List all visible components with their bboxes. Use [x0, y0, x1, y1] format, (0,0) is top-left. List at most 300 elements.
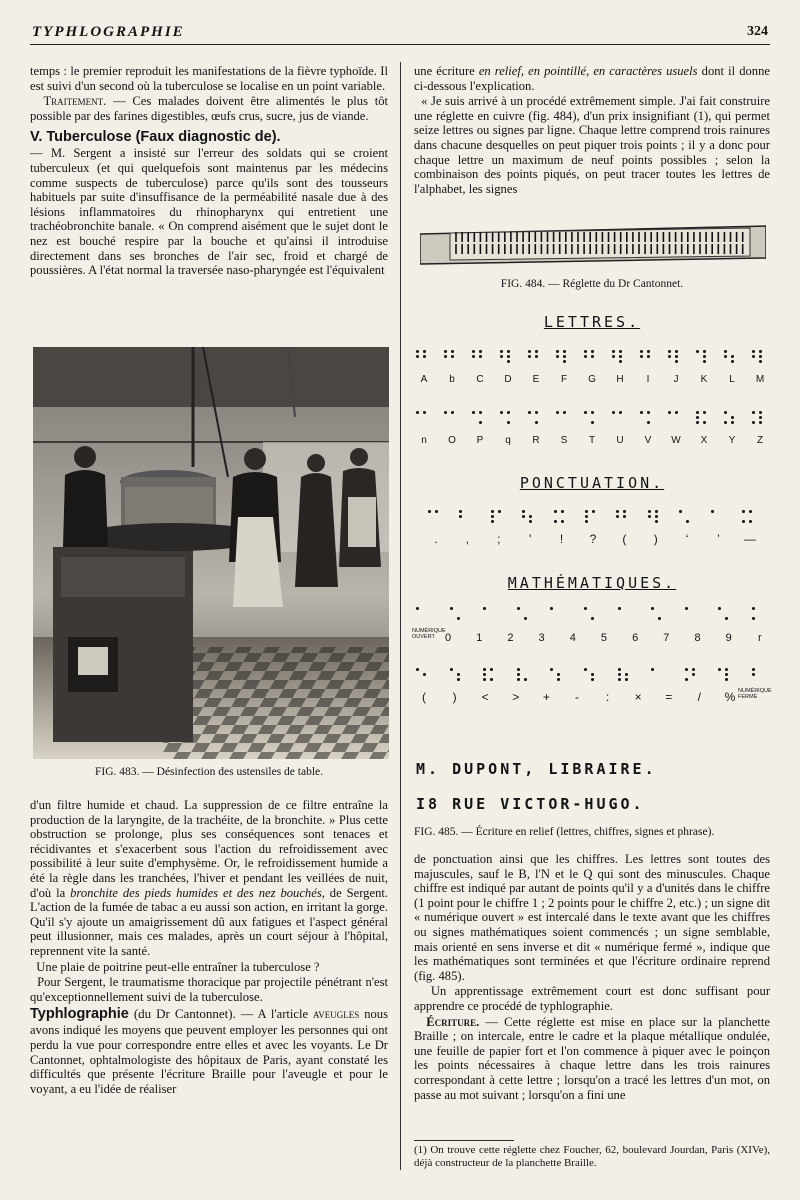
braille-dot	[718, 607, 721, 610]
braille-dot	[616, 510, 619, 513]
paragraph	[30, 975, 388, 1004]
braille-dot	[554, 520, 557, 523]
glyph-label: 0	[444, 632, 452, 644]
paragraph: — M. Sergent a insisté sur l'erreur des soldats qui se croient tuberculeux (et qui quelquefois sont maintenus par les médecins comme suspects de tuberculose) parce qu'ils sont des tousseurs habituels par suite d'insuffisance de la perméabilité nasale due à des lésions inflammatoires du rhinopharynx qui entretient une trachéobronchite banale. « On comprend aisément que le sujet dont le nez est bouché respire par la bouche et qu'ainsi il introduise directement dans ses bronches de l'air sec, froid et chargé de poussières. A l'état normal la traversée naso-pharyngée est l'équivalent	[30, 146, 388, 278]
paragraph-text: une écriture	[414, 64, 479, 78]
braille-dot	[703, 411, 706, 414]
braille-dot	[507, 355, 510, 358]
braille-dot	[517, 678, 520, 681]
braille-dot	[619, 355, 622, 358]
braille-dot	[648, 510, 651, 513]
braille-cell	[472, 411, 488, 425]
braille-dot	[692, 668, 695, 671]
braille-dot	[451, 355, 454, 358]
braille-cell	[685, 668, 701, 682]
braille-dot	[612, 411, 615, 414]
section-heading: V. Tuberculose (Faux diagnostic de).	[30, 129, 281, 146]
braille-dot	[759, 350, 762, 353]
braille-dot	[550, 607, 553, 610]
glyph-label: 3	[538, 632, 545, 644]
braille-dot	[640, 355, 643, 358]
braille-cell	[752, 607, 768, 621]
glyph-label: T	[588, 435, 596, 446]
letter-labels-1	[416, 374, 768, 385]
braille-dot	[612, 350, 615, 353]
braille-dot	[491, 510, 494, 513]
glyph-label: +	[542, 690, 550, 704]
braille-dot	[585, 520, 588, 523]
glyph-label: 7	[663, 632, 670, 644]
braille-dot	[703, 360, 706, 363]
braille-dot	[725, 617, 728, 620]
braille-dot	[675, 350, 678, 353]
glyph-label: ’	[717, 532, 720, 546]
braille-dot	[416, 668, 419, 671]
braille-cell	[416, 668, 432, 682]
glyph-label: V	[644, 435, 652, 446]
braille-dot	[679, 510, 682, 513]
glyph-label: Z	[756, 435, 764, 446]
glyph-label: !	[559, 532, 564, 546]
glyph-label: ?	[589, 532, 597, 546]
braille-dot	[759, 355, 762, 358]
braille-dot	[703, 355, 706, 358]
glyph-label: )	[653, 532, 658, 546]
braille-cell	[724, 411, 740, 425]
glyph-label: r	[758, 632, 762, 644]
braille-cell	[416, 350, 432, 364]
braille-dot	[647, 421, 650, 424]
braille-dot	[524, 617, 527, 620]
glyph-label: —	[743, 532, 756, 546]
braille-dot	[490, 678, 493, 681]
braille-cell	[668, 411, 684, 425]
braille-dot	[752, 673, 755, 676]
braille-cell	[550, 607, 566, 621]
braille-dot	[696, 411, 699, 414]
braille-dot	[507, 360, 510, 363]
braille-cell	[483, 668, 499, 682]
glyph-label: H	[616, 374, 624, 385]
figure-483-caption: FIG. 483. — Désinfection des ustensiles de table.	[94, 766, 324, 778]
braille-dot	[668, 350, 671, 353]
glyph-label: /	[697, 690, 702, 704]
glyph-label: G	[588, 374, 596, 385]
braille-dot	[718, 668, 721, 671]
braille-dot	[585, 515, 588, 518]
glyph-label: ,	[465, 532, 470, 546]
braille-dot	[591, 673, 594, 676]
braille-cell	[648, 510, 664, 524]
braille-cell	[585, 510, 601, 524]
paragraph	[30, 798, 388, 959]
braille-dot	[561, 510, 564, 513]
glyph-label: L	[729, 374, 735, 385]
braille-dot	[457, 673, 460, 676]
braille-dot	[535, 350, 538, 353]
braille-cell	[554, 510, 570, 524]
braille-cell	[718, 607, 734, 621]
braille-cell	[500, 350, 516, 364]
run-in-label: Traitement.	[43, 94, 107, 109]
glyph-label: J	[673, 374, 679, 385]
braille-dot	[472, 350, 475, 353]
braille-dot	[563, 411, 566, 414]
figure-485-caption: FIG. 485. — Écriture en relief (lettres, chiffres, signes et phrase).	[414, 826, 715, 838]
braille-cell	[584, 607, 600, 621]
letter-labels-2	[416, 435, 768, 446]
braille-dot	[507, 421, 510, 424]
braille-cell	[584, 411, 600, 425]
right-column-bottom	[414, 852, 770, 1103]
braille-dot	[591, 421, 594, 424]
braille-dot	[535, 355, 538, 358]
braille-dot	[472, 411, 475, 414]
braille-dot	[556, 355, 559, 358]
footnote: (1) On trouve cette réglette chez Foucher, 62, boulevard Jourdan, Paris (XIVe), déjà constructeur de la planchette Braille.	[414, 1144, 770, 1169]
braille-dot	[685, 607, 688, 610]
left-column-top	[30, 64, 388, 279]
braille-dot	[584, 411, 587, 414]
braille-dot	[675, 411, 678, 414]
braille-cell	[528, 411, 544, 425]
braille-dot	[685, 678, 688, 681]
running-header	[30, 10, 770, 45]
paragraph-text: d'un filtre humide et chaud. La suppression de ce filtre entraîne la production de la laryngite, de la trachéite, de la bronchite. » Plus cette obstruction se prolonge, plus ses conséquences sont tenaces et récidivantes et s'exacerbent sous l'action du refroidissement avec possibilité à leur suite d'emphysème. Or, le refroidissement humide a été la règle dans les tranchées, l'hiver et pendant les veillées de nuit, d'où la	[30, 798, 388, 900]
braille-cell	[612, 411, 628, 425]
braille-dot	[584, 668, 587, 671]
braille-dot	[483, 678, 486, 681]
glyph-label: n	[421, 435, 427, 446]
braille-dot	[752, 668, 755, 671]
braille-dot	[498, 510, 501, 513]
glyph-label: 8	[694, 632, 701, 644]
braille-dot	[416, 350, 419, 353]
italic-phrase: en relief, en pointillé, en caractères usuels	[478, 64, 698, 78]
braille-dot	[584, 355, 587, 358]
braille-dot	[618, 678, 621, 681]
braille-dot	[625, 678, 628, 681]
braille-dot	[459, 515, 462, 518]
braille-dot	[619, 411, 622, 414]
braille-cell	[752, 350, 768, 364]
braille-row-digits	[416, 607, 768, 621]
glyph-label: A	[420, 374, 428, 385]
braille-dot	[591, 350, 594, 353]
paragraph	[30, 94, 388, 123]
braille-dot	[703, 421, 706, 424]
braille-dot	[618, 668, 621, 671]
braille-dot	[450, 668, 453, 671]
numeric-close-label: NUMÉRIQUE FERMÉ	[738, 688, 772, 700]
braille-cell	[472, 350, 488, 364]
braille-cell	[618, 607, 634, 621]
braille-dot	[725, 673, 728, 676]
paragraph	[414, 94, 770, 196]
braille-dot	[724, 350, 727, 353]
braille-dot	[479, 411, 482, 414]
braille-dot	[731, 355, 734, 358]
braille-dot	[490, 668, 493, 671]
numeric-open-label: NUMÉRIQUE OUVERT	[412, 628, 446, 640]
braille-row-math-signs	[416, 668, 768, 682]
glyph-label: q	[505, 435, 511, 446]
braille-dot	[522, 515, 525, 518]
braille-dot	[457, 617, 460, 620]
run-in-label: Écriture.	[426, 1014, 480, 1029]
punctuation-title: PONCTUATION.	[519, 474, 665, 492]
braille-dot	[696, 416, 699, 419]
braille-cell	[679, 510, 695, 524]
braille-dot	[742, 520, 745, 523]
braille-cell	[450, 668, 466, 682]
braille-dot	[725, 668, 728, 671]
braille-dot	[529, 515, 532, 518]
braille-cell	[517, 607, 533, 621]
braille-dot	[618, 673, 621, 676]
braille-cell	[618, 668, 634, 682]
braille-cell	[522, 510, 538, 524]
braille-dot	[517, 673, 520, 676]
section-heading	[30, 1006, 236, 1022]
glyph-label: 9	[725, 632, 732, 644]
braille-dot	[550, 668, 553, 671]
glyph-label: U	[616, 435, 624, 446]
braille-dot	[457, 678, 460, 681]
braille-dot	[759, 421, 762, 424]
glyph-label: E	[532, 374, 540, 385]
braille-cell	[550, 668, 566, 682]
braille-cell	[724, 350, 740, 364]
braille-dot	[507, 350, 510, 353]
letters-title: LETTRES.	[543, 313, 641, 331]
paragraph-text: nous avons indiqué les moyens que peuvent employer les personnes qui ont perdu la vue pour correspondre entre elles et avec les voyants. Le Dr Cantonnet, ophtalmologiste des hôpitaux de Paris, ayant constaté les difficultés que présente l'écriture Braille pour l'aveugle et pour le voyant, a eu l'idée de réaliser	[30, 1007, 388, 1096]
braille-dot	[563, 350, 566, 353]
glyph-label: b	[449, 374, 455, 385]
braille-dot	[752, 350, 755, 353]
braille-dot	[444, 350, 447, 353]
heading-term: Typhlographie	[30, 1006, 129, 1023]
braille-dot	[752, 421, 755, 424]
glyph-label: <	[481, 690, 489, 704]
braille-dot	[618, 607, 621, 610]
braille-dot	[500, 355, 503, 358]
glyph-label: O	[448, 435, 456, 446]
punctuation-labels	[428, 532, 758, 546]
braille-dot	[507, 411, 510, 414]
braille-dot	[584, 607, 587, 610]
braille-dot	[451, 350, 454, 353]
braille-cell	[444, 350, 460, 364]
heading-author: (du Dr Cantonnet).	[128, 1006, 236, 1022]
braille-cell	[718, 668, 734, 682]
paragraph-text: dont il donne ci-dessous l'explication.	[414, 64, 770, 93]
braille-dot	[703, 350, 706, 353]
braille-dot	[640, 350, 643, 353]
braille-cell	[651, 668, 667, 682]
braille-dot	[742, 510, 745, 513]
braille-dot	[651, 607, 654, 610]
glyph-label: -	[574, 690, 579, 704]
mathematics-title: MATHÉMATIQUES.	[507, 574, 677, 592]
braille-dot	[647, 350, 650, 353]
glyph-label: 2	[507, 632, 514, 644]
braille-dot	[500, 411, 503, 414]
braille-dot	[479, 421, 482, 424]
paragraph: de ponctuation ainsi que les chiffres. Les lettres sont toutes des majuscules, sauf le B, l'N et le Q qui sont des minuscules. Chaque chiffre est indiqué par autant de points qu'il y a d'unités dans le chiffre (1 point pour le chiffre 1 ; 2 points pour le chiffre 2, etc.) ; un signe dit « numérique ouvert » est intercalé dans le texte avant que les chiffres ou signes mathématiques soient commencés ; un signe semblable, mais orienté en sens inverse et dit « numérique fermé », indique que les mathématiques sont terminées et que l'écriture ordinaire reprend (fig. 485).	[414, 852, 770, 983]
braille-cell	[556, 350, 572, 364]
braille-dot	[692, 673, 695, 676]
paragraph: temps : le premier reproduit les manifestations de la fièvre typhoïde. Il est suivi d'un second où la tuberculose se localise en un point variable.	[30, 64, 388, 93]
paragraph-text: Pour Sergent, le traumatisme thoracique par projectile pénétrant n'est qu'exceptionnellement suivi de la tuberculose.	[30, 975, 388, 1004]
braille-dot	[423, 350, 426, 353]
left-column-bottom	[30, 798, 388, 1096]
paragraph	[414, 1015, 770, 1103]
paragraph	[414, 64, 770, 93]
braille-dot	[731, 421, 734, 424]
braille-dot	[696, 421, 699, 424]
braille-cell	[640, 350, 656, 364]
braille-dot	[625, 673, 628, 676]
glyph-label: ;	[497, 532, 501, 546]
braille-dot	[591, 355, 594, 358]
braille-dot	[749, 510, 752, 513]
braille-dot	[557, 673, 560, 676]
disinfection-room-photo	[33, 347, 389, 759]
braille-dot	[724, 355, 727, 358]
paragraph	[30, 960, 388, 975]
braille-cell	[752, 411, 768, 425]
braille-cell	[416, 411, 432, 425]
braille-dot	[675, 355, 678, 358]
glyph-label: Y	[728, 435, 736, 446]
braille-dot	[557, 678, 560, 681]
braille-dot	[759, 416, 762, 419]
glyph-label: 4	[569, 632, 576, 644]
braille-cell	[612, 350, 628, 364]
glyph-label: M	[755, 374, 765, 385]
braille-dot	[619, 350, 622, 353]
braille-dot	[640, 411, 643, 414]
glyph-label: ‘	[685, 532, 689, 546]
braille-row-letters-1	[416, 350, 768, 364]
footnote-rule	[414, 1140, 514, 1141]
braille-dot	[472, 355, 475, 358]
braille-cell	[616, 510, 632, 524]
paragraph-text: Un apprentissage extrêmement court est donc suffisant pour apprendre ce procédé de typhlographie.	[414, 984, 771, 1013]
glyph-label: P	[476, 435, 484, 446]
braille-cell	[696, 411, 712, 425]
glyph-label: ×	[634, 690, 642, 704]
glyph-label: 5	[600, 632, 607, 644]
braille-cell	[517, 668, 533, 682]
braille-cell	[711, 510, 727, 524]
braille-dot	[451, 411, 454, 414]
braille-dot	[724, 411, 727, 414]
braille-dot	[731, 416, 734, 419]
glyph-label: >	[512, 690, 520, 704]
braille-dot	[423, 355, 426, 358]
paragraph-text: — A l'article	[235, 1007, 313, 1022]
braille-dot	[491, 515, 494, 518]
braille-dot	[759, 411, 762, 414]
braille-dot	[444, 355, 447, 358]
braille-dot	[658, 617, 661, 620]
braille-dot	[561, 520, 564, 523]
braille-dot	[459, 510, 462, 513]
glyph-label: '	[529, 532, 532, 546]
braille-dot	[648, 515, 651, 518]
braille-dot	[517, 607, 520, 610]
braille-dot	[584, 350, 587, 353]
braille-dot	[623, 515, 626, 518]
braille-dot	[444, 411, 447, 414]
braille-dot	[416, 355, 419, 358]
digit-labels	[440, 632, 768, 644]
braille-dot	[522, 510, 525, 513]
braille-dot	[585, 510, 588, 513]
braille-cell	[428, 510, 444, 524]
column-divider	[400, 62, 401, 1170]
braille-dot	[696, 350, 699, 353]
italic-phrase: bronchite des pieds humides et des nez bouchés,	[70, 885, 325, 900]
braille-cell	[416, 607, 432, 621]
braille-dot	[655, 520, 658, 523]
braille-row-punctuation	[428, 510, 758, 524]
braille-dot	[752, 617, 755, 620]
braille-cell	[584, 668, 600, 682]
glyph-label: 1	[476, 632, 483, 644]
braille-dot	[500, 350, 503, 353]
braille-dot	[668, 411, 671, 414]
braille-dot	[517, 668, 520, 671]
braille-dot	[479, 355, 482, 358]
example-line-1: M. DUPONT, LIBRAIRE.	[416, 760, 657, 778]
braille-dot	[423, 411, 426, 414]
braille-dot	[647, 355, 650, 358]
braille-dot	[725, 678, 728, 681]
glyph-label: (	[422, 690, 426, 704]
braille-cell	[556, 411, 572, 425]
braille-dot	[623, 510, 626, 513]
cross-reference: aveugles	[312, 1007, 360, 1022]
paragraph-text: « Je suis arrivé à un procédé extrêmement simple. J'ai fait construire une réglette en cuivre (fig. 484), d'un prix insignifiant (1), qui permet seize lettres ou signes par ligne. Chaque lettre comprend trois rainures dans chacune desquelles on peut piquer trois points ; il y a donc pour chaque lettre un maximum de neuf points possibles ; selon la combinaison des points piqués, on peut tracer toutes les lettres de l'alphabet, les signes	[414, 94, 771, 196]
braille-dot	[686, 520, 689, 523]
glyph-label: 6	[632, 632, 639, 644]
example-line-2: I8 RUE VICTOR-HUGO.	[416, 795, 645, 813]
math-sign-labels	[416, 690, 738, 704]
braille-cell	[640, 411, 656, 425]
braille-dot	[612, 355, 615, 358]
braille-dot	[450, 607, 453, 610]
running-title: TYPHLOGRAPHIE	[32, 24, 185, 40]
paragraph	[414, 984, 770, 1013]
braille-dot	[483, 668, 486, 671]
glyph-label: D	[504, 374, 512, 385]
braille-dot	[591, 617, 594, 620]
glyph-label: X	[700, 435, 708, 446]
braille-dot	[556, 411, 559, 414]
glyph-label: W	[671, 435, 681, 446]
glyph-label: C	[476, 374, 484, 385]
braille-dot	[592, 510, 595, 513]
braille-dot	[651, 668, 654, 671]
braille-cell	[584, 350, 600, 364]
braille-dot	[535, 421, 538, 424]
braille-dot	[428, 510, 431, 513]
braille-dot	[711, 510, 714, 513]
glyph-label: %	[724, 690, 736, 704]
